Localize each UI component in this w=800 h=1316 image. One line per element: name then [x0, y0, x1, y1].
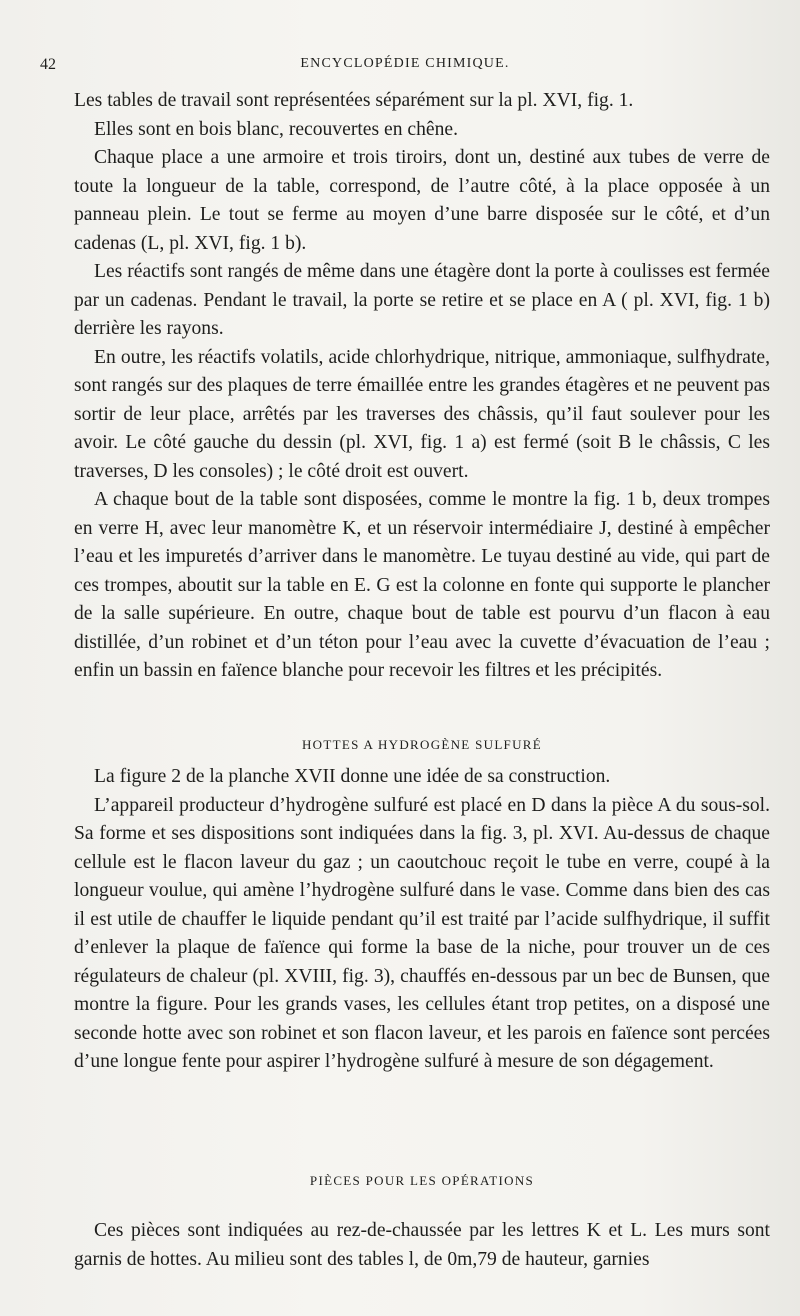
- paragraph: Chaque place a une armoire et trois tiroirs, dont un, destiné aux tubes de verre de toute la longueur de la table, correspond, de l’autre côté, à la place opposée à un panneau plein. Le tout se ferme au moyen d’une barre disposée sur le côté, et d’un cadenas (L, pl. XVI, fig. 1 b).: [74, 147, 770, 254]
- paragraph: A chaque bout de la table sont disposées, comme le montre la fig. 1 b, deux trompes en verre H, avec leur manomètre K, et un réservoir intermédiaire J, destiné à empêcher l’eau et les impuretés d’arriver dans le manomètre. Le tuyau destiné au vide, qui part de ces trompes, aboutit sur la table en E. G est la colonne en fonte qui supporte le plancher de la salle supérieure. En outre, chaque bout de table est pourvu d’un flacon à eau distillée, d’un robinet et d’un téton pour l’eau avec la cuvette d’évacuation de l’eau ; enfin un bassin en faïence blanche pour recevoir les filtres et les précipités.: [74, 489, 770, 681]
- section-work-tables: [74, 87, 770, 686]
- section-heading-pieces: PIÈCES POUR LES OPÉRATIONS: [309, 1173, 535, 1188]
- page-header: [40, 56, 770, 78]
- section-hottes: [74, 763, 770, 1077]
- paragraph: Les tables de travail sont représentées séparément sur la pl. XVI, fig. 1.: [74, 90, 634, 111]
- paragraph: Les réactifs sont rangés de même dans une étagère dont la porte à coulisses est fermée par un cadenas. Pendant le travail, la porte se retire et se place en A ( pl. XVI, fig. 1 b) derrière les rayons.: [74, 261, 770, 339]
- page-number: 42: [40, 56, 56, 73]
- paragraph: Elles sont en bois blanc, recouvertes en chêne.: [94, 118, 458, 140]
- paragraph: La figure 2 de la planche XVII donne une idée de sa construction.: [94, 766, 611, 787]
- paragraph: En outre, les réactifs volatils, acide chlorhydrique, nitrique, ammoniaque, sulfhydrate, sont rangés sur des plaques de terre émaillée entre les grandes étagères et ne peuvent pas sortir de leur place, arrêtés par les traverses des châssis, qu’il faut soulever pour les avoir. Le côté gauche du dessin (pl. XVI, fig. 1 a) est fermé (soit B le châssis, C les traverses, D les consoles) ; le côté droit est ouvert.: [74, 346, 770, 482]
- running-title: ENCYCLOPÉDIE CHIMIQUE.: [300, 56, 510, 71]
- paragraph: L’appareil producteur d’hydrogène sulfuré est placé en D dans la pièce A du sous-sol. Sa forme et ses dispositions sont indiquées dans la fig. 3, pl. XVI. Au-dessus de chaque cellule est le flacon laveur du gaz ; un caoutchouc reçoit le tube en verre, coupé à la longueur voulue, qui amène l’hydrogène sulfuré dans le vase. Comme dans bien des cas il est utile de chauffer le liquide pendant qu’il est traité par l’acide sulfhydrique, il suffit d’enlever la plaque de faïence qui forme la base de la niche, pour trouver un de ces régulateurs de chaleur (pl. XVIII, fig. 3), chauffés en-dessous par un bec de Bunsen, que montre la figure. Pour les grands vases, les cellules étant trop petites, on a disposé une seconde hotte avec son robinet et son flacon laveur, et les parois en faïence sont percées d’une longue fente pour aspirer l’hydrogène sulfuré à mesure de son dégagement.: [74, 794, 770, 1072]
- section-heading-hottes: HOTTES A HYDROGÈNE SULFURÉ: [301, 737, 542, 752]
- section-pieces: [74, 1217, 770, 1274]
- paragraph: Ces pièces sont indiquées au rez-de-chaussée par les lettres K et L. Les murs sont garnis de hottes. Au milieu sont des tables l, de 0m,79 de hauteur, garnies: [74, 1220, 770, 1270]
